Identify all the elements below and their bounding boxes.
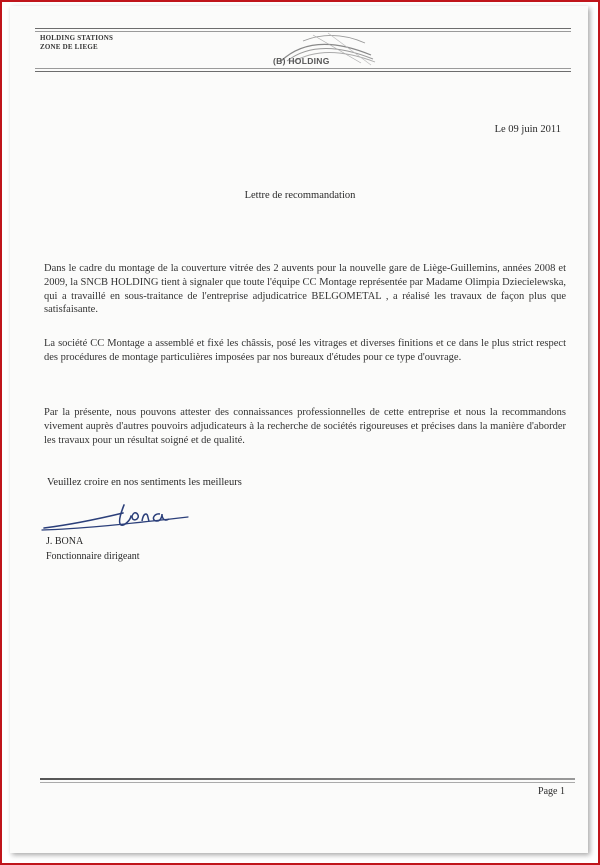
- body-paragraph-1: Dans le cadre du montage de la couverture vitrée des 2 auvents pour la nouvelle gare de Liège-Guillemins, années 2008 et 2009, la SNCB HOLDING tient à signaler que toute l'équipe CC Montage représentée par Madame Olimpia Dziecielewska, qui a travaillé en sous-traitance de l'entreprise adjudicatrice BELGOMETAL , a réalisé les travaux de façon plus que satisfaisante.: [44, 263, 566, 316]
- body-paragraph-2: La société CC Montage a assemblé et fixé les châssis, posé les vitrages et diverses finitions et ce dans le plus strict respect des procédures de montage particulières imposées par nos bureaux d'études pour ce type d'ouvrage.: [44, 338, 566, 363]
- letterhead-stations: [40, 34, 113, 52]
- closing-line: Veuillez croire en nos sentiments les meilleurs: [47, 477, 242, 488]
- body-paragraph-3: Par la présente, nous pouvons attester des connaissances professionnelles de cette entreprise et nous la recommandons vivement auprès d'autres pouvoirs adjudicateurs à la recherche de sociétés rigoureuses et précises dans la manière d'aborder les travaux pour un résultat soigné et de qualité.: [44, 407, 566, 446]
- footer-rule-thin: [40, 782, 575, 783]
- letterhead: [35, 28, 571, 72]
- signer-block: [46, 534, 140, 564]
- letter-title: Lettre de recommandation: [244, 190, 356, 201]
- signer-name: J. BONA: [46, 536, 84, 547]
- handwritten-signature: [38, 495, 198, 537]
- page-number: Page 1: [538, 786, 565, 797]
- footer-rule: [40, 778, 575, 780]
- signer-role: Fonctionnaire dirigeant: [46, 551, 140, 562]
- logo-text: (B) HOLDING: [273, 56, 330, 66]
- letterhead-stations-line2: ZONE DE LIEGE: [40, 43, 98, 51]
- letter-date: Le 09 juin 2011: [494, 124, 561, 135]
- letterhead-stations-line1: HOLDING STATIONS: [40, 34, 114, 42]
